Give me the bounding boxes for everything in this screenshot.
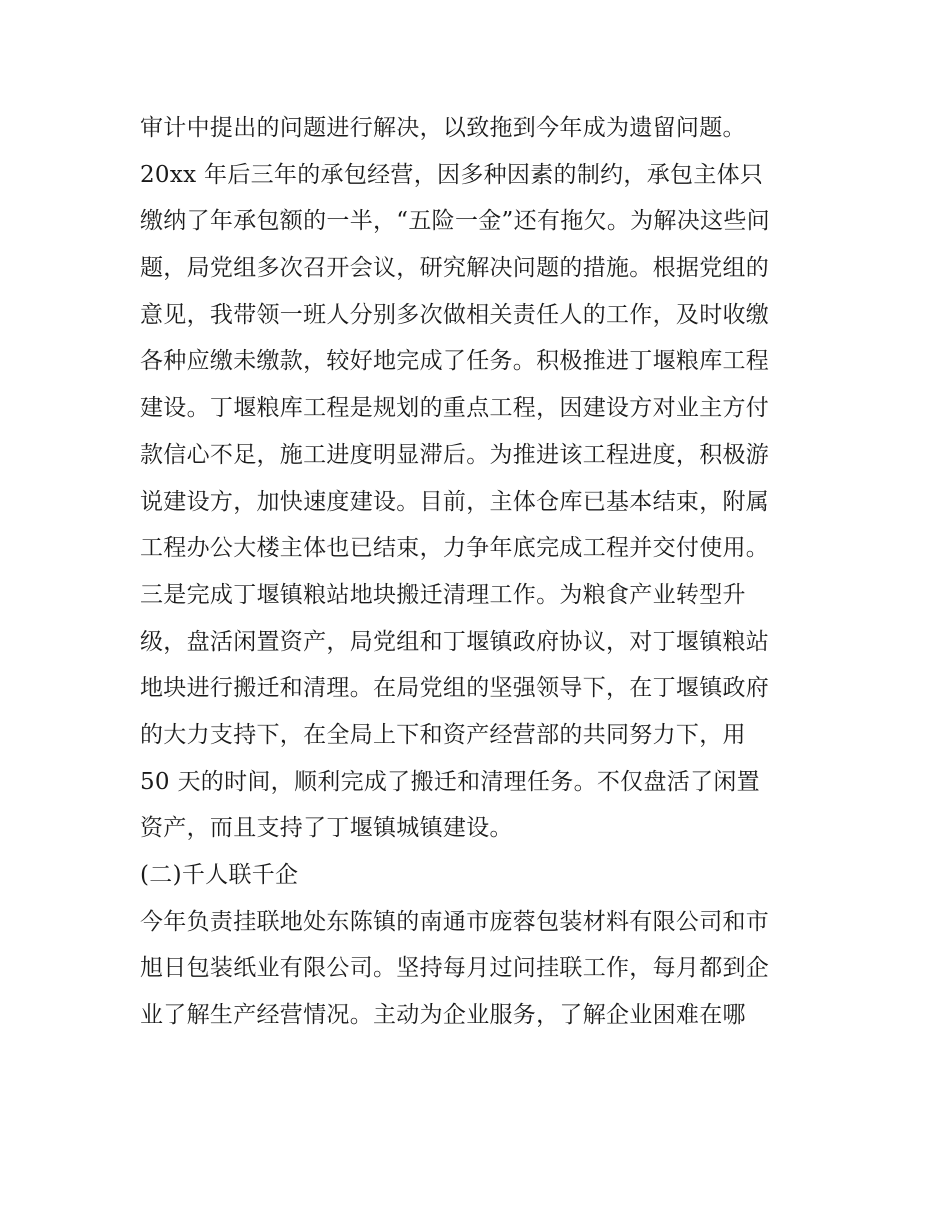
text-line: 审计中提出的问题进行解决，以致拖到今年成为遗留问题。 xyxy=(140,115,746,141)
text-line: 50 天的时间，顺利完成了搬迁和清理任务。不仅盘活了闲置 xyxy=(140,768,760,795)
text-line: 意见，我带领一班人分别多次做相关责任人的工作，及时收缴 xyxy=(140,301,770,328)
text-line: 缴纳了年承包额的一半，“五险一金”还有拖欠。为解决这些问 xyxy=(140,208,770,235)
text-line: 三是完成丁堰镇粮站地块搬迁清理工作。为粮食产业转型升 xyxy=(140,581,746,608)
text-line: 题，局党组多次召开会议，研究解决问题的措施。根据党组的 xyxy=(140,255,770,282)
body-text xyxy=(140,105,820,1039)
text-line: 款信心不足，施工进度明显滞后。为推进该工程进度，积极游 xyxy=(140,441,770,468)
text-line: 今年负责挂联地处东陈镇的南通市庞蓉包装材料有限公司和市 xyxy=(140,908,770,935)
section-heading: (二)千人联千企 xyxy=(140,862,299,888)
text-line: 资产，而且支持了丁堰镇城镇建设。 xyxy=(140,815,513,842)
text-line: 级，盘活闲置资产，局党组和丁堰镇政府协议，对丁堰镇粮站 xyxy=(140,628,770,655)
text-line: 的大力支持下，在全局上下和资产经营部的共同努力下，用 xyxy=(140,721,746,748)
text-line: 旭日包装纸业有限公司。坚持每月过问挂联工作，每月都到企 xyxy=(140,955,770,982)
text-line: 工程办公大楼主体也已结束，力争年底完成工程并交付使用。 xyxy=(140,535,770,562)
text-line: 地块进行搬迁和清理。在局党组的坚强领导下，在丁堰镇政府 xyxy=(140,675,770,702)
text-line: 说建设方，加快速度建设。目前，主体仓库已基本结束，附属 xyxy=(140,488,770,515)
text-line: 建设。丁堰粮库工程是规划的重点工程，因建设方对业主方付 xyxy=(140,395,770,422)
text-line: 各种应缴未缴款，较好地完成了任务。积极推进丁堰粮库工程 xyxy=(140,348,770,375)
text-line: 20xx 年后三年的承包经营，因多种因素的制约，承包主体只 xyxy=(140,161,764,188)
text-line: 业了解生产经营情况。主动为企业服务，了解企业困难在哪 xyxy=(140,1002,746,1029)
